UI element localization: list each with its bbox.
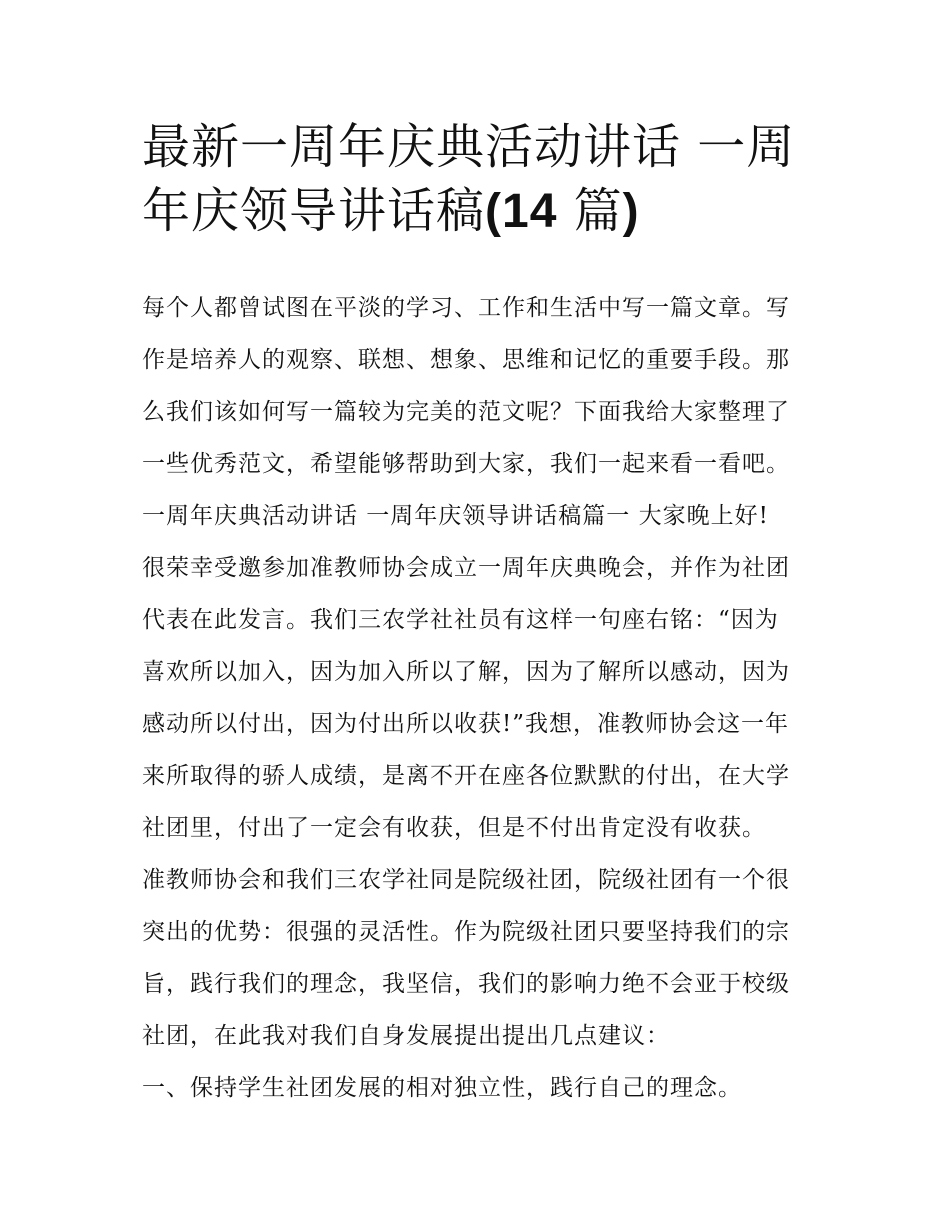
body-line: 感动所以付出，因为付出所以收获!”我想，准教师协会这一年 [142, 711, 790, 737]
body-line: 很荣幸受邀参加准教师协会成立一周年庆典晚会，并作为社团 [142, 555, 790, 581]
body-line: 作是培养人的观察、联想、想象、思维和记忆的重要手段。那 [142, 347, 790, 373]
body-line: 来所取得的骄人成绩，是离不开在座各位默默的付出，在大学 [142, 763, 790, 789]
body-line: 喜欢所以加入，因为加入所以了解，因为了解所以感动，因为 [142, 659, 790, 685]
body-line: 每个人都曾试图在平淡的学习、工作和生活中写一篇文章。写 [142, 295, 790, 321]
body-line: 准教师协会和我们三农学社同是院级社团，院级社团有一个很 [142, 867, 790, 893]
document-body [142, 282, 822, 1114]
body-line: 一些优秀范文，希望能够帮助到大家，我们一起来看一看吧。 [142, 451, 790, 477]
body-line: 社团里，付出了一定会有收获，但是不付出肯定没有收获。 [142, 815, 766, 841]
document-title [142, 115, 822, 244]
body-line: 代表在此发言。我们三农学社社员有这样一句座右铭：“因为 [142, 607, 779, 633]
title-close-paren: ) [622, 185, 640, 238]
body-line: 么我们该如何写一篇较为完美的范文呢？下面我给大家整理了 [142, 399, 790, 425]
title-unit: 篇 [557, 183, 623, 239]
body-line: 一周年庆典活动讲话 一周年庆领导讲话稿篇一 大家晚上好! [142, 503, 769, 529]
title-line-1: 最新一周年庆典活动讲话 一周 [142, 119, 796, 175]
body-line: 突出的优势：很强的灵活性。作为院级社团只要坚持我们的宗 [142, 919, 790, 945]
title-count: (14 [485, 185, 558, 238]
body-line: 社团，在此我对我们自身发展提出提出几点建议： [142, 1023, 670, 1049]
body-line: 旨，践行我们的理念，我坚信，我们的影响力绝不会亚于校级 [142, 971, 790, 997]
title-line-2: 年庆领导讲话稿 [142, 183, 486, 239]
body-line: 一、保持学生社团发展的相对独立性，践行自己的理念。 [142, 1075, 742, 1101]
